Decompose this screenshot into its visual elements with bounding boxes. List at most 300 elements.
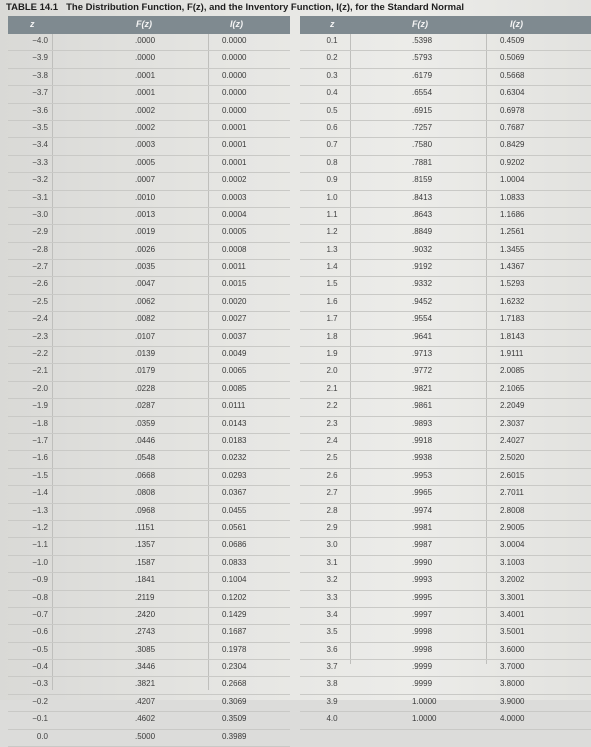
f-value: .9893 <box>412 418 433 428</box>
z-value: −1.4 <box>32 488 48 498</box>
i-value: 0.1004 <box>222 575 247 585</box>
table-row <box>8 225 290 242</box>
f-value: .9641 <box>412 331 433 341</box>
table-row <box>8 608 290 625</box>
i-value: 2.4027 <box>500 435 525 445</box>
table-row <box>300 330 591 347</box>
z-value: 1.6 <box>326 296 338 306</box>
table-row <box>300 121 591 138</box>
z-value: −2.5 <box>32 296 48 306</box>
z-value: 1.7 <box>326 314 338 324</box>
table-row <box>8 486 290 503</box>
z-value: 3.4 <box>326 609 338 619</box>
table-row <box>8 86 290 103</box>
table-row <box>300 69 591 86</box>
f-value: 1.0000 <box>412 714 437 724</box>
f-value: .0082 <box>135 314 156 324</box>
f-value: .9998 <box>412 627 433 637</box>
i-value: 2.5020 <box>500 453 525 463</box>
table-row <box>300 191 591 208</box>
i-value: 0.3509 <box>222 714 247 724</box>
table-row <box>8 347 290 364</box>
f-value: .5000 <box>135 731 156 741</box>
z-value: −3.8 <box>32 70 48 80</box>
table-row <box>300 225 591 242</box>
f-value: .7257 <box>412 122 433 132</box>
header-row-right <box>300 16 591 34</box>
z-value: 3.7 <box>326 662 338 672</box>
f-value: .9821 <box>412 383 433 393</box>
table-row <box>8 191 290 208</box>
table-row <box>300 504 591 521</box>
z-value: 1.9 <box>326 349 338 359</box>
f-value: .5398 <box>412 36 433 45</box>
z-value: −0.3 <box>32 679 48 689</box>
f-value: .0139 <box>135 349 156 359</box>
z-value: −1.7 <box>32 435 48 445</box>
table-row <box>8 643 290 660</box>
i-value: 0.0000 <box>222 70 247 80</box>
f-value: .9981 <box>412 522 433 532</box>
f-value: .6915 <box>412 105 433 115</box>
table-row <box>8 382 290 399</box>
i-value: 0.0011 <box>222 262 246 272</box>
i-value: 3.6000 <box>500 644 525 654</box>
table-row <box>300 486 591 503</box>
f-value: .9997 <box>412 609 433 619</box>
table-row <box>300 312 591 329</box>
f-value: .3821 <box>135 679 156 689</box>
i-value: 0.0561 <box>222 522 247 532</box>
z-value: −3.9 <box>32 53 48 63</box>
z-value: −2.9 <box>32 227 48 237</box>
table-row <box>8 138 290 155</box>
i-value: 1.4367 <box>500 262 525 272</box>
i-value: 1.7183 <box>500 314 525 324</box>
f-value: .0179 <box>135 366 156 376</box>
i-value: 0.0085 <box>222 383 247 393</box>
table-row <box>8 156 290 173</box>
table-row <box>8 538 290 555</box>
f-value: .0010 <box>135 192 156 202</box>
i-value: 2.1065 <box>500 383 525 393</box>
f-value: .9987 <box>412 540 433 550</box>
f-value: .0228 <box>135 383 156 393</box>
z-value: 2.2 <box>326 401 338 411</box>
z-value: 3.6 <box>326 644 338 654</box>
f-value: .0668 <box>135 470 156 480</box>
table-row <box>300 591 591 608</box>
table-row <box>8 208 290 225</box>
i-value: 1.3455 <box>500 244 525 254</box>
f-value: .9772 <box>412 366 433 376</box>
table-row <box>300 364 591 381</box>
table-row <box>300 260 591 277</box>
f-value: .9995 <box>412 592 433 602</box>
i-value: 2.3037 <box>500 418 525 428</box>
z-value: −4.0 <box>32 36 48 45</box>
f-value: .0062 <box>135 296 156 306</box>
z-value: −1.2 <box>32 522 48 532</box>
f-value: .0005 <box>135 157 156 167</box>
table-row <box>8 591 290 608</box>
f-value: .4207 <box>135 696 156 706</box>
f-value: .0026 <box>135 244 156 254</box>
table-row <box>300 643 591 660</box>
i-value: 0.0232 <box>222 453 247 463</box>
z-value: 1.0 <box>326 192 338 202</box>
f-value: .2119 <box>135 592 155 602</box>
z-value: −1.9 <box>32 401 48 411</box>
i-value: 0.0027 <box>222 314 247 324</box>
i-value: 1.0004 <box>500 175 525 185</box>
z-value: 2.0 <box>326 366 338 376</box>
table-row <box>8 121 290 138</box>
i-value: 3.7000 <box>500 662 525 672</box>
i-value: 0.0004 <box>222 209 247 219</box>
f-value: .0013 <box>135 209 156 219</box>
i-value: 0.0455 <box>222 505 247 515</box>
f-value: .0359 <box>135 418 156 428</box>
z-value: −0.7 <box>32 609 48 619</box>
z-value: −3.7 <box>32 88 48 98</box>
z-value: 0.8 <box>326 157 338 167</box>
f-value: .0000 <box>135 53 156 63</box>
z-value: 3.0 <box>326 540 338 550</box>
i-value: 0.1687 <box>222 627 247 637</box>
f-value: .9990 <box>412 557 433 567</box>
f-value: .3085 <box>135 644 156 654</box>
z-value: −0.1 <box>32 714 48 724</box>
f-value: .9918 <box>412 435 433 445</box>
table-row <box>8 573 290 590</box>
f-value: .0968 <box>135 505 156 515</box>
f-value: .8849 <box>412 227 433 237</box>
table-row <box>8 451 290 468</box>
table-label: TABLE 14.1 <box>6 2 59 13</box>
i-value: 3.8000 <box>500 679 525 689</box>
f-value: .9998 <box>412 644 433 654</box>
table-row <box>8 504 290 521</box>
i-value: 0.5069 <box>500 53 525 63</box>
z-value: 1.8 <box>326 331 338 341</box>
table-left-half <box>8 34 290 741</box>
table-row <box>300 660 591 677</box>
i-value: 0.6304 <box>500 88 525 98</box>
table-row <box>300 156 591 173</box>
header-z-left: z <box>30 19 35 29</box>
table-row <box>8 34 290 51</box>
i-value: 3.0004 <box>500 540 525 550</box>
table-row <box>8 399 290 416</box>
z-value: 1.3 <box>326 244 338 254</box>
z-value: 0.6 <box>326 122 338 132</box>
i-value: 0.7687 <box>500 122 525 132</box>
f-value: .0446 <box>135 435 156 445</box>
z-value: 2.5 <box>326 453 338 463</box>
f-value: .0047 <box>135 279 156 289</box>
i-value: 0.0000 <box>222 53 247 63</box>
i-value: 0.0367 <box>222 488 247 498</box>
z-value: 1.1 <box>326 209 338 219</box>
z-value: −0.5 <box>32 644 48 654</box>
f-value: .0107 <box>135 331 156 341</box>
z-value: 3.3 <box>326 592 338 602</box>
f-value: .9953 <box>412 470 433 480</box>
table-row <box>300 521 591 538</box>
i-value: 3.3001 <box>500 592 525 602</box>
table-row <box>300 417 591 434</box>
i-value: 3.5001 <box>500 627 525 637</box>
f-value: .0548 <box>135 453 156 463</box>
z-value: 0.9 <box>326 175 338 185</box>
z-value: −1.8 <box>32 418 48 428</box>
z-value: 0.2 <box>326 53 338 63</box>
z-value: −0.8 <box>32 592 48 602</box>
f-value: .9332 <box>412 279 433 289</box>
f-value: .1151 <box>135 522 155 532</box>
i-value: 4.0000 <box>500 714 525 724</box>
header-f-right: F(z) <box>412 19 428 29</box>
f-value: .0007 <box>135 175 156 185</box>
z-value: −1.5 <box>32 470 48 480</box>
table-row <box>8 417 290 434</box>
f-value: .9452 <box>412 296 433 306</box>
z-value: 2.8 <box>326 505 338 515</box>
f-value: .9993 <box>412 575 433 585</box>
i-value: 0.0000 <box>222 105 247 115</box>
table-row <box>8 312 290 329</box>
i-value: 0.3989 <box>222 731 247 741</box>
i-value: 0.0005 <box>222 227 247 237</box>
table-row <box>8 260 290 277</box>
table-row <box>300 347 591 364</box>
z-value: 3.5 <box>326 627 338 637</box>
f-value: .6179 <box>412 70 433 80</box>
table-row <box>8 660 290 677</box>
i-value: 0.0001 <box>222 122 247 132</box>
z-value: 2.1 <box>326 383 338 393</box>
z-value: −0.9 <box>32 575 48 585</box>
i-value: 0.0020 <box>222 296 247 306</box>
table-row <box>300 243 591 260</box>
f-value: .0000 <box>135 36 156 45</box>
i-value: 0.0001 <box>222 157 247 167</box>
f-value: .8413 <box>412 192 433 202</box>
table-row <box>300 295 591 312</box>
z-value: −2.4 <box>32 314 48 324</box>
f-value: .9999 <box>412 662 433 672</box>
header-i-left: I(z) <box>230 19 243 29</box>
i-value: 0.0686 <box>222 540 247 550</box>
table-row <box>300 434 591 451</box>
table-row <box>8 434 290 451</box>
z-value: 1.4 <box>326 262 338 272</box>
z-value: 2.4 <box>326 435 338 445</box>
f-value: .0035 <box>135 262 156 272</box>
z-value: −2.3 <box>32 331 48 341</box>
i-value: 0.0111 <box>222 401 246 411</box>
i-value: 0.0000 <box>222 88 247 98</box>
f-value: .0287 <box>135 401 156 411</box>
table-row <box>300 34 591 51</box>
table-row <box>8 625 290 642</box>
i-value: 1.0833 <box>500 192 525 202</box>
f-value: .2743 <box>135 627 156 637</box>
f-value: .6554 <box>412 88 433 98</box>
f-value: .5793 <box>412 53 433 63</box>
i-value: 0.0002 <box>222 175 247 185</box>
table-row <box>8 695 290 712</box>
i-value: 0.0008 <box>222 244 247 254</box>
f-value: .8159 <box>412 175 433 185</box>
f-value: .9032 <box>412 244 433 254</box>
table-row <box>8 556 290 573</box>
f-value: .9974 <box>412 505 433 515</box>
f-value: .8643 <box>412 209 433 219</box>
table-right-half <box>300 34 591 724</box>
i-value: 2.0085 <box>500 366 525 376</box>
f-value: .9861 <box>412 401 433 411</box>
table-row <box>300 399 591 416</box>
i-value: 0.0003 <box>222 192 247 202</box>
z-value: −2.0 <box>32 383 48 393</box>
z-value: 3.8 <box>326 679 338 689</box>
z-value: 0.3 <box>326 70 338 80</box>
i-value: 3.1003 <box>500 557 525 567</box>
z-value: −1.3 <box>32 505 48 515</box>
table-row <box>300 382 591 399</box>
z-value: −3.0 <box>32 209 48 219</box>
z-value: 0.0 <box>36 731 48 741</box>
z-value: −2.8 <box>32 244 48 254</box>
i-value: 2.2049 <box>500 401 525 411</box>
i-value: 0.6978 <box>500 105 525 115</box>
i-value: 0.8429 <box>500 140 525 150</box>
z-value: −1.1 <box>32 540 48 550</box>
z-value: −1.0 <box>32 557 48 567</box>
table-row <box>300 573 591 590</box>
z-value: 0.1 <box>326 36 338 45</box>
z-value: −3.3 <box>32 157 48 167</box>
table-row <box>300 625 591 642</box>
f-value: 1.0000 <box>412 696 437 706</box>
f-value: .9713 <box>412 349 433 359</box>
i-value: 0.0065 <box>222 366 247 376</box>
i-value: 0.1978 <box>222 644 247 654</box>
f-value: .0019 <box>135 227 156 237</box>
z-value: 2.3 <box>326 418 338 428</box>
table-row <box>300 695 591 712</box>
table-row <box>8 69 290 86</box>
i-value: 2.6015 <box>500 470 525 480</box>
z-value: −3.6 <box>32 105 48 115</box>
i-value: 1.1686 <box>500 209 525 219</box>
table-row <box>8 173 290 190</box>
i-value: 0.9202 <box>500 157 525 167</box>
i-value: 1.8143 <box>500 331 525 341</box>
z-value: −3.4 <box>32 140 48 150</box>
header-z-right: z <box>330 19 335 29</box>
table-row <box>300 51 591 68</box>
i-value: 1.2561 <box>500 227 525 237</box>
f-value: .0808 <box>135 488 156 498</box>
i-value: 2.9005 <box>500 522 525 532</box>
table-row <box>300 451 591 468</box>
table-row <box>300 138 591 155</box>
table-row <box>300 712 591 729</box>
z-value: −2.1 <box>32 366 48 376</box>
z-value: 1.2 <box>326 227 338 237</box>
z-value: 0.5 <box>326 105 338 115</box>
z-value: −3.5 <box>32 122 48 132</box>
i-value: 3.9000 <box>500 696 525 706</box>
table-row <box>8 730 290 747</box>
table-row <box>8 469 290 486</box>
z-value: 3.1 <box>326 557 338 567</box>
z-value: 1.5 <box>326 279 338 289</box>
f-value: .4602 <box>135 714 156 724</box>
i-value: 0.1202 <box>222 592 247 602</box>
i-value: 0.5668 <box>500 70 525 80</box>
table-row <box>300 608 591 625</box>
f-value: .9999 <box>412 679 433 689</box>
i-value: 0.0143 <box>222 418 247 428</box>
z-value: −0.6 <box>32 627 48 637</box>
z-value: −3.1 <box>32 192 48 202</box>
table-row <box>8 243 290 260</box>
table-row <box>8 364 290 381</box>
z-value: −1.6 <box>32 453 48 463</box>
i-value: 3.4001 <box>500 609 525 619</box>
z-value: −0.2 <box>32 696 48 706</box>
i-value: 0.0293 <box>222 470 247 480</box>
header-f-left: F(z) <box>136 19 152 29</box>
i-value: 0.3069 <box>222 696 247 706</box>
f-value: .2420 <box>135 609 156 619</box>
f-value: .0001 <box>135 88 156 98</box>
z-value: −0.4 <box>32 662 48 672</box>
table-row <box>300 538 591 555</box>
f-value: .9938 <box>412 453 433 463</box>
i-value: 0.4509 <box>500 36 525 45</box>
table-row <box>8 277 290 294</box>
f-value: .1841 <box>135 575 156 585</box>
f-value: .1587 <box>135 557 156 567</box>
i-value: 0.0037 <box>222 331 247 341</box>
i-value: 0.1429 <box>222 609 247 619</box>
f-value: .3446 <box>135 662 156 672</box>
f-value: .9192 <box>412 262 433 272</box>
z-value: 3.2 <box>326 575 338 585</box>
table-row <box>300 277 591 294</box>
i-value: 1.6232 <box>500 296 525 306</box>
i-value: 0.2668 <box>222 679 247 689</box>
table-row <box>300 173 591 190</box>
f-value: .1357 <box>135 540 156 550</box>
table-caption: The Distribution Function, F(z), and the Inventory Function, I(z), for the Standard Normal <box>66 2 465 13</box>
z-value: 2.9 <box>326 522 338 532</box>
f-value: .0001 <box>135 70 156 80</box>
i-value: 2.7011 <box>500 488 524 498</box>
i-value: 0.0001 <box>222 140 247 150</box>
table-row <box>8 51 290 68</box>
i-value: 2.8008 <box>500 505 525 515</box>
table-row <box>300 677 591 694</box>
z-value: 0.4 <box>326 88 338 98</box>
table-row <box>8 677 290 694</box>
i-value: 3.2002 <box>500 575 525 585</box>
